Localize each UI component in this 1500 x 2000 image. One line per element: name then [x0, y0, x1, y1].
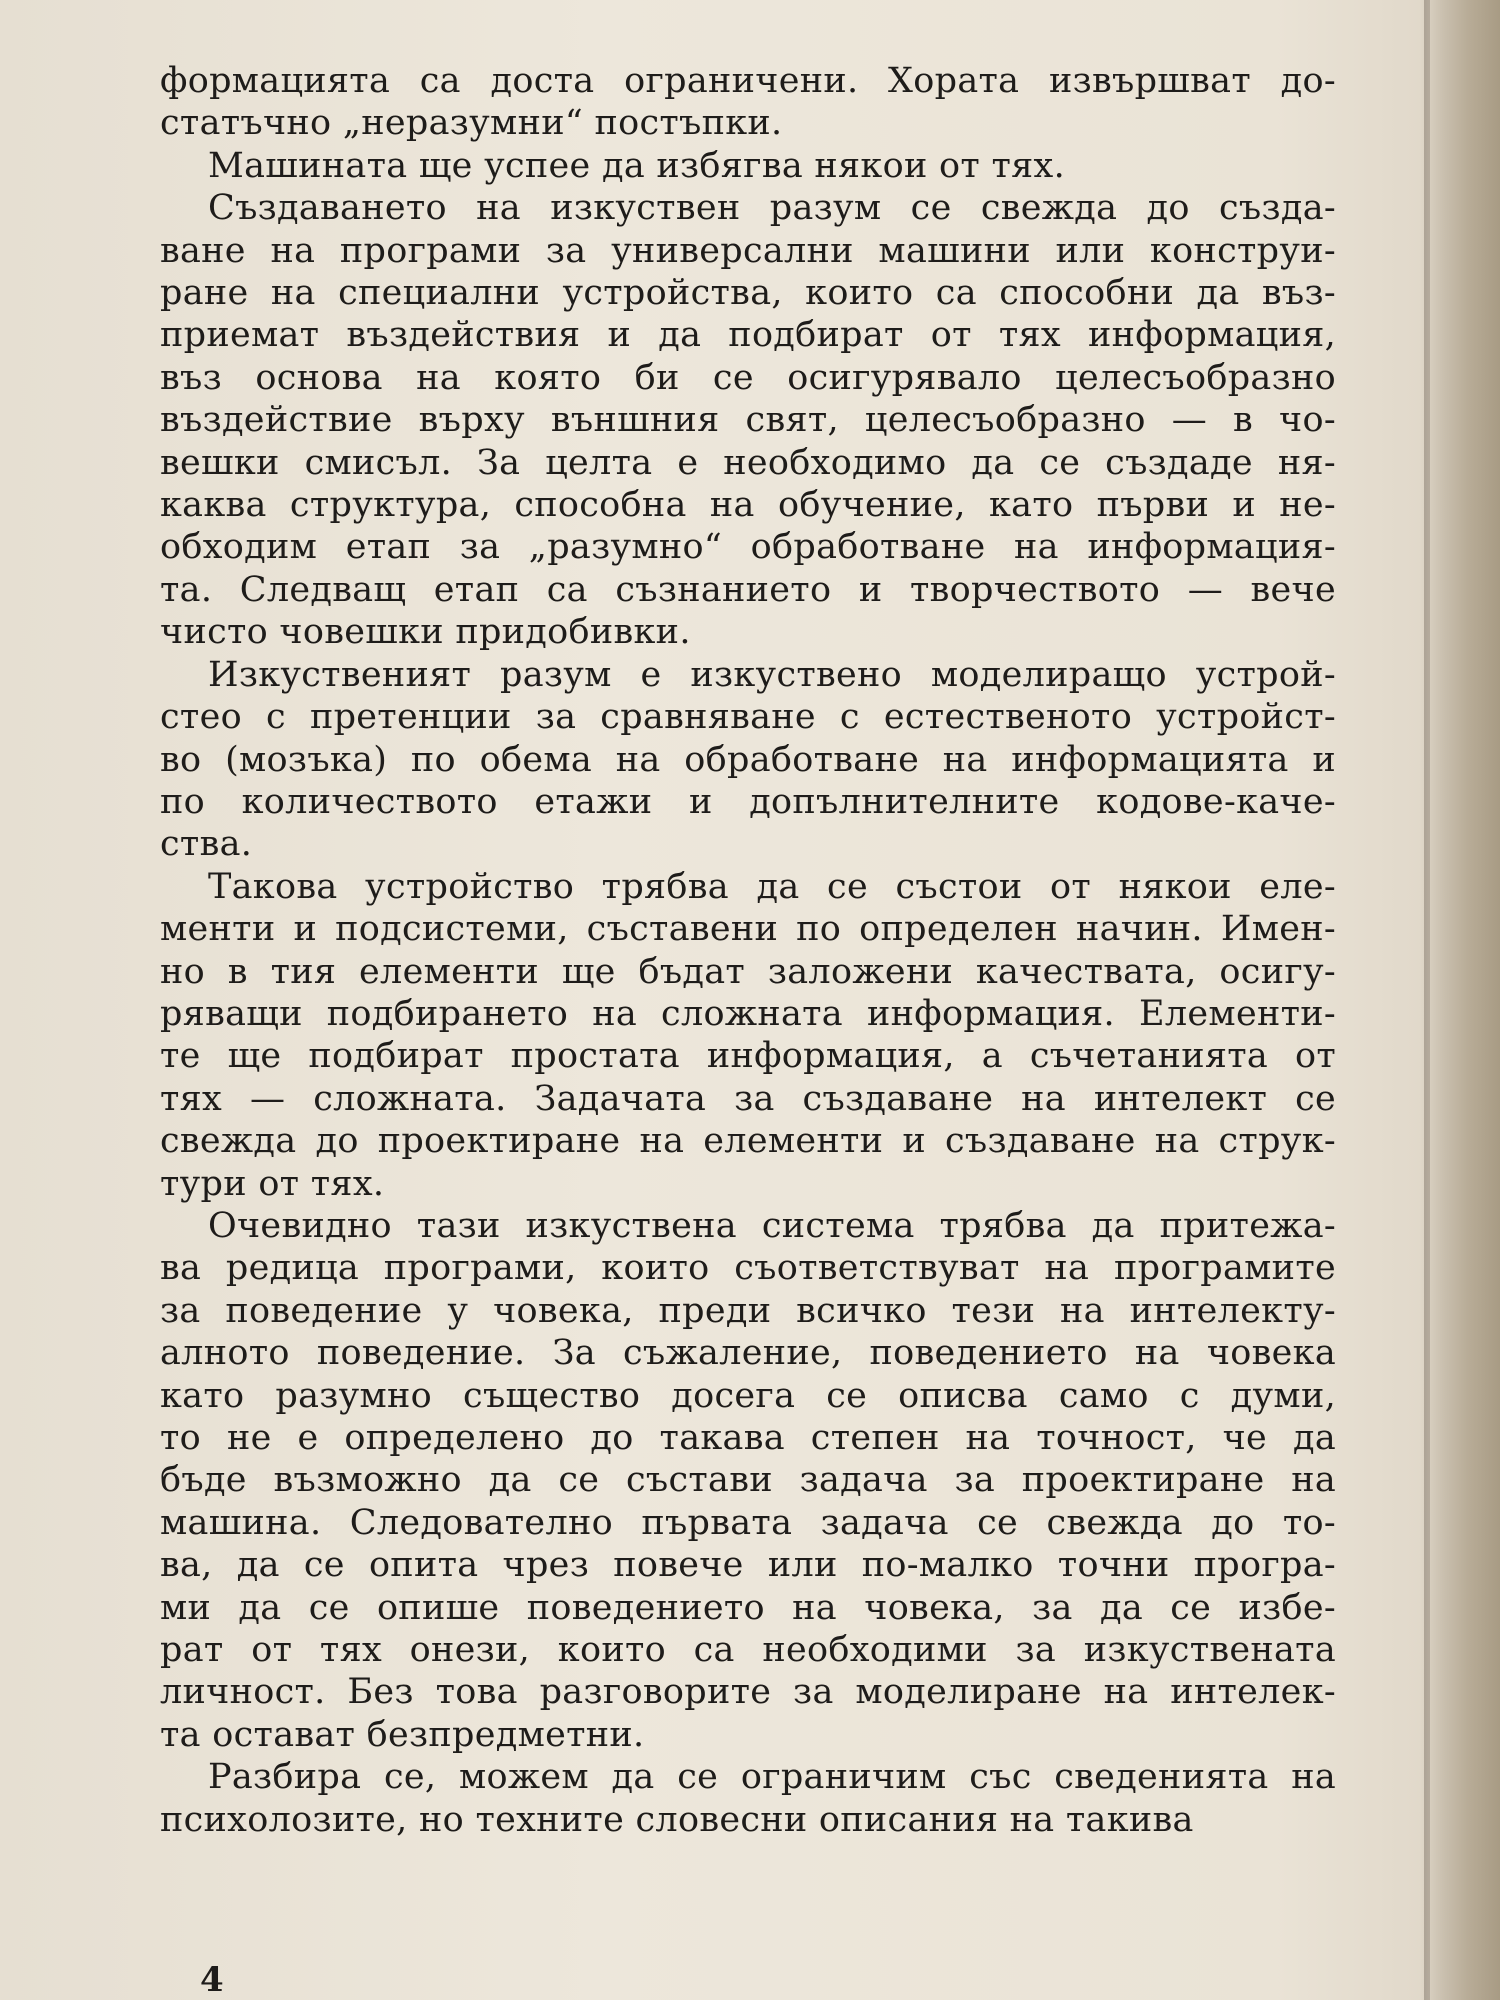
text-line: обходим етап за „разумно“ обработване на информация- [160, 527, 1336, 568]
text-line: тури от тях. [160, 1163, 385, 1204]
text-line: та остават безпредметни. [160, 1714, 645, 1755]
paragraph [160, 654, 1336, 866]
text-line: Очевидно тази изкуствена система трябва да притежа- [208, 1205, 1336, 1246]
text-line: тях — сложната. Задачата за създаване на интелект се [160, 1078, 1336, 1119]
text-line: бъде възможно да се състави задача за проектиране на [160, 1460, 1336, 1501]
text-line: личност. Без това разговорите за моделиране на интелек- [160, 1672, 1336, 1713]
text-line: по количеството етажи и допълнителните кодове-каче- [160, 781, 1336, 822]
text-line: рат от тях онези, които са необходими за изкуствената [160, 1630, 1336, 1671]
text-line: свежда до проектиране на елементи и създаване на струк- [160, 1121, 1336, 1162]
text-line: Изкуственият разум е изкуствено моделиращо устрой- [208, 654, 1336, 695]
text-line: Създаването на изкуствен разум се свежда до създа- [208, 188, 1336, 229]
text-line: та. Следващ етап са съзнанието и творчеството — вече [160, 569, 1336, 610]
text-line: въз основа на която би се осигурявало целесъобразно [160, 357, 1336, 398]
text-line: Машината ще успее да избягва някои от тях. [208, 145, 1065, 186]
text-line: като разумно същество досега се описва само с думи, [160, 1375, 1336, 1416]
text-line: Разбира се, можем да се ограничим със сведенията на [208, 1757, 1336, 1798]
paragraph [160, 187, 1336, 653]
text-line: психолозите, но техните словесни описания на такива [160, 1799, 1194, 1840]
paragraph [160, 1756, 1336, 1841]
text-line: ряващи подбирането на сложната информация. Елементи- [160, 993, 1336, 1034]
text-line: во (мозъка) по обема на обработване на информацията и [160, 739, 1336, 780]
paragraph [160, 866, 1336, 1205]
text-line: приемат въздействия и да подбират от тях информация, [160, 315, 1336, 356]
text-line: вешки смисъл. За целта е необходимо да се създаде ня- [160, 442, 1336, 483]
text-line: чисто човешки придобивки. [160, 612, 691, 653]
next-page-edge [1420, 0, 1500, 2000]
text-line: ми да се опише поведението на човека, за да се избе- [160, 1587, 1336, 1628]
page-number: 4 [200, 1960, 224, 2000]
text-line: машина. Следователно първата задача се свежда до то- [160, 1502, 1336, 1543]
text-line: стео с претенции за сравняване с естественото устройст- [160, 697, 1336, 738]
paragraph [160, 60, 1336, 145]
text-line: Такова устройство трябва да се състои от някои еле- [208, 866, 1336, 907]
text-line: ване на програми за универсални машини или конструи- [160, 230, 1336, 271]
paragraph [160, 1205, 1336, 1756]
text-line: за поведение у човека, преди всичко тези на интелекту- [160, 1290, 1336, 1331]
text-line: но в тия елементи ще бъдат заложени качествата, осигу- [160, 951, 1336, 992]
text-line: ва редица програми, които съответствуват на програмите [160, 1248, 1336, 1289]
paragraph [160, 145, 1336, 187]
text-line: алното поведение. За съжаление, поведението на човека [160, 1333, 1336, 1374]
text-line: менти и подсистеми, съставени по определен начин. Имен- [160, 909, 1336, 950]
text-line: то не е определено до такава степен на точност, че да [160, 1418, 1336, 1458]
text-line: те ще подбират простата информация, а съчетанията от [160, 1036, 1336, 1077]
page-text-block [160, 60, 1336, 1841]
text-line: формацията са доста ограничени. Хората извършват до- [160, 61, 1336, 101]
text-line: статъчно „неразумни“ постъпки. [160, 103, 783, 144]
text-line: каква структура, способна на обучение, като първи и не- [160, 485, 1336, 526]
text-line: ства. [160, 824, 253, 865]
text-line: въздействие върху външния свят, целесъобразно — в чо- [160, 400, 1336, 441]
text-line: ране на специални устройства, които са способни да въз- [160, 273, 1336, 314]
text-line: ва, да се опита чрез повече или по-малко точни програ- [160, 1545, 1336, 1586]
